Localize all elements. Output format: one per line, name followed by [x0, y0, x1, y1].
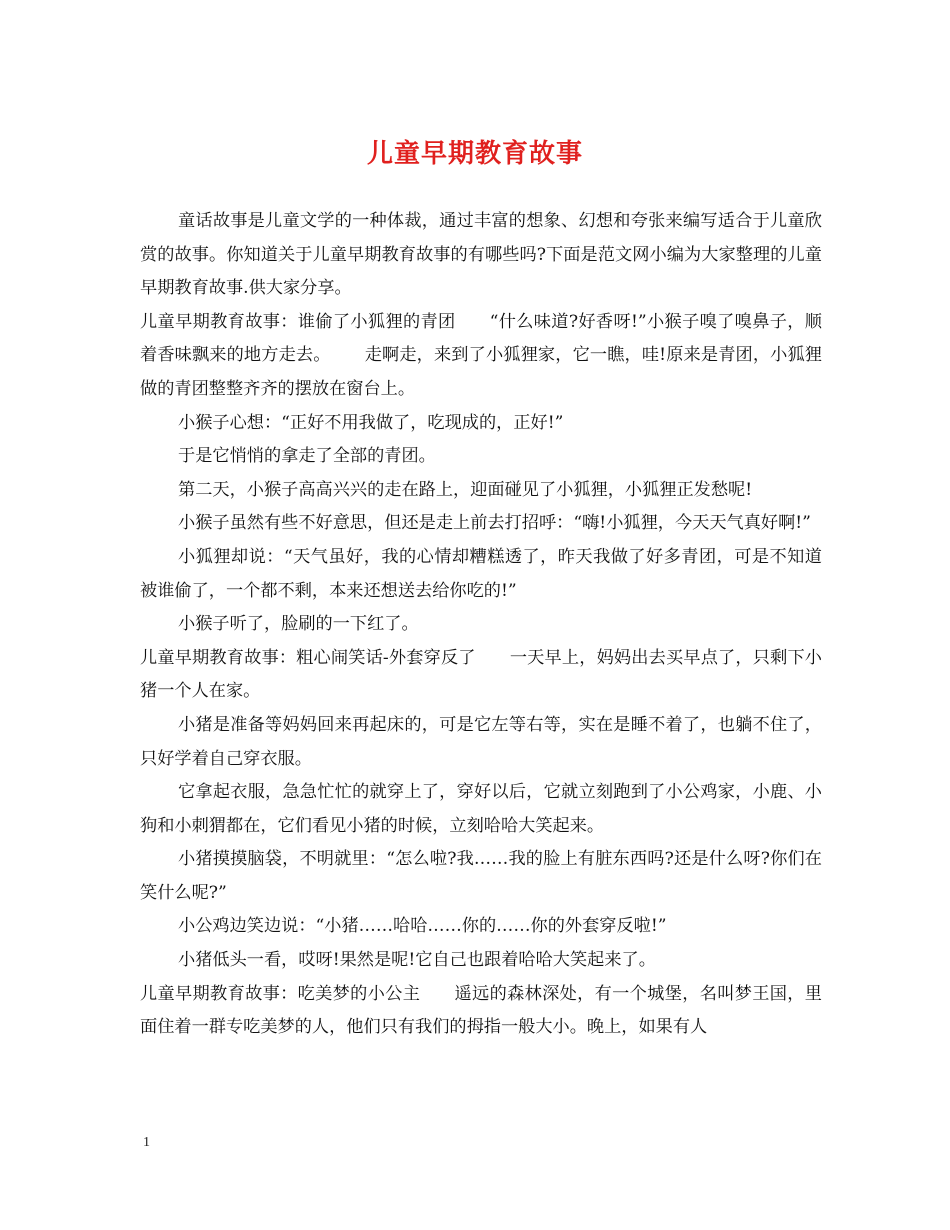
intro-paragraph: 童话故事是儿童文学的一种体裁，通过丰富的想象、幻想和夸张来编写适合于儿童欣赏的故事。你知道关于儿童早期教育故事的有哪些吗?下面是范文网小编为大家整理的儿童早期教育故事.供大家分享。 [140, 211, 822, 299]
story-2-heading: 儿童早期教育故事：粗心闹笑话-外套穿反了 [140, 647, 476, 668]
story-2-opening [140, 642, 822, 709]
story-2-paragraph: 它拿起衣服，急急忙忙的就穿上了，穿好以后，它就立刻跑到了小公鸡家，小鹿、小狗和小刺猬都在，它们看见小猪的时候，立刻哈哈大笑起来。 [140, 782, 822, 836]
story-1-lead: “什么味道?好香呀!”小猴子嗅了嗅鼻子，顺着香味飘来的地方走去。 [140, 311, 822, 366]
story-3-opening [140, 978, 822, 1045]
document-body [140, 205, 822, 1045]
story-2-paragraph: 小猪低头一看，哎呀!果然是呢!它自己也跟着哈哈大笑起来了。 [178, 950, 656, 971]
story-3-heading: 儿童早期教育故事：吃美梦的小公主 [140, 983, 421, 1004]
story-2-paragraph: 小猪摸摸脑袋，不明就里：“怎么啦?我……我的脸上有脏东西吗?还是什么呀?你们在笑什么呢?” [140, 849, 822, 903]
story-1-paragraph: 于是它悄悄的拿走了全部的青团。 [178, 446, 436, 467]
page-number: 1 [143, 1135, 150, 1150]
story-3-lead: 遥远的森林深处，有一个城堡，名叫梦王国，里面住着一群专吃美梦的人，他们只有我们的拇指一般大小。晚上，如果有人 [140, 983, 822, 1038]
story-1-paragraph: 小猴子心想：“正好不用我做了，吃现成的，正好!” [178, 412, 564, 433]
story-1-heading: 儿童早期教育故事：谁偷了小狐狸的青团 [140, 311, 456, 332]
story-1-opening [140, 306, 822, 407]
story-2-lead: 一天早上，妈妈出去买早点了，只剩下小猪一个人在家。 [140, 647, 822, 702]
story-1-paragraph: 小猴子虽然有些不好意思，但还是走上前去打招呼：“嗨!小狐狸，今天天气真好啊!” [178, 513, 811, 534]
story-1-paragraph: 小狐狸却说：“天气虽好，我的心情却糟糕透了，昨天我做了好多青团，可是不知道被谁偷了，一个都不剩，本来还想送去给你吃的!” [140, 546, 822, 601]
story-1-lead-continued: 走啊走，来到了小狐狸家，它一瞧，哇!原来是青团，小狐狸做的青团整整齐齐的摆放在窗台上。 [140, 345, 822, 399]
document-title: 儿童早期教育故事 [366, 139, 583, 169]
story-2-paragraph: 小公鸡边笑边说：“小猪……哈哈……你的……你的外套穿反啦!” [178, 916, 667, 937]
story-1-paragraph: 第二天，小猴子高高兴兴的走在路上，迎面碰见了小狐狸，小狐狸正发愁呢! [178, 479, 753, 500]
story-2-paragraph: 小猪是准备等妈妈回来再起床的，可是它左等右等，实在是睡不着了，也躺不住了，只好学着自己穿衣服。 [140, 714, 822, 769]
story-1-paragraph: 小猴子听了，脸刷的一下红了。 [178, 614, 419, 635]
